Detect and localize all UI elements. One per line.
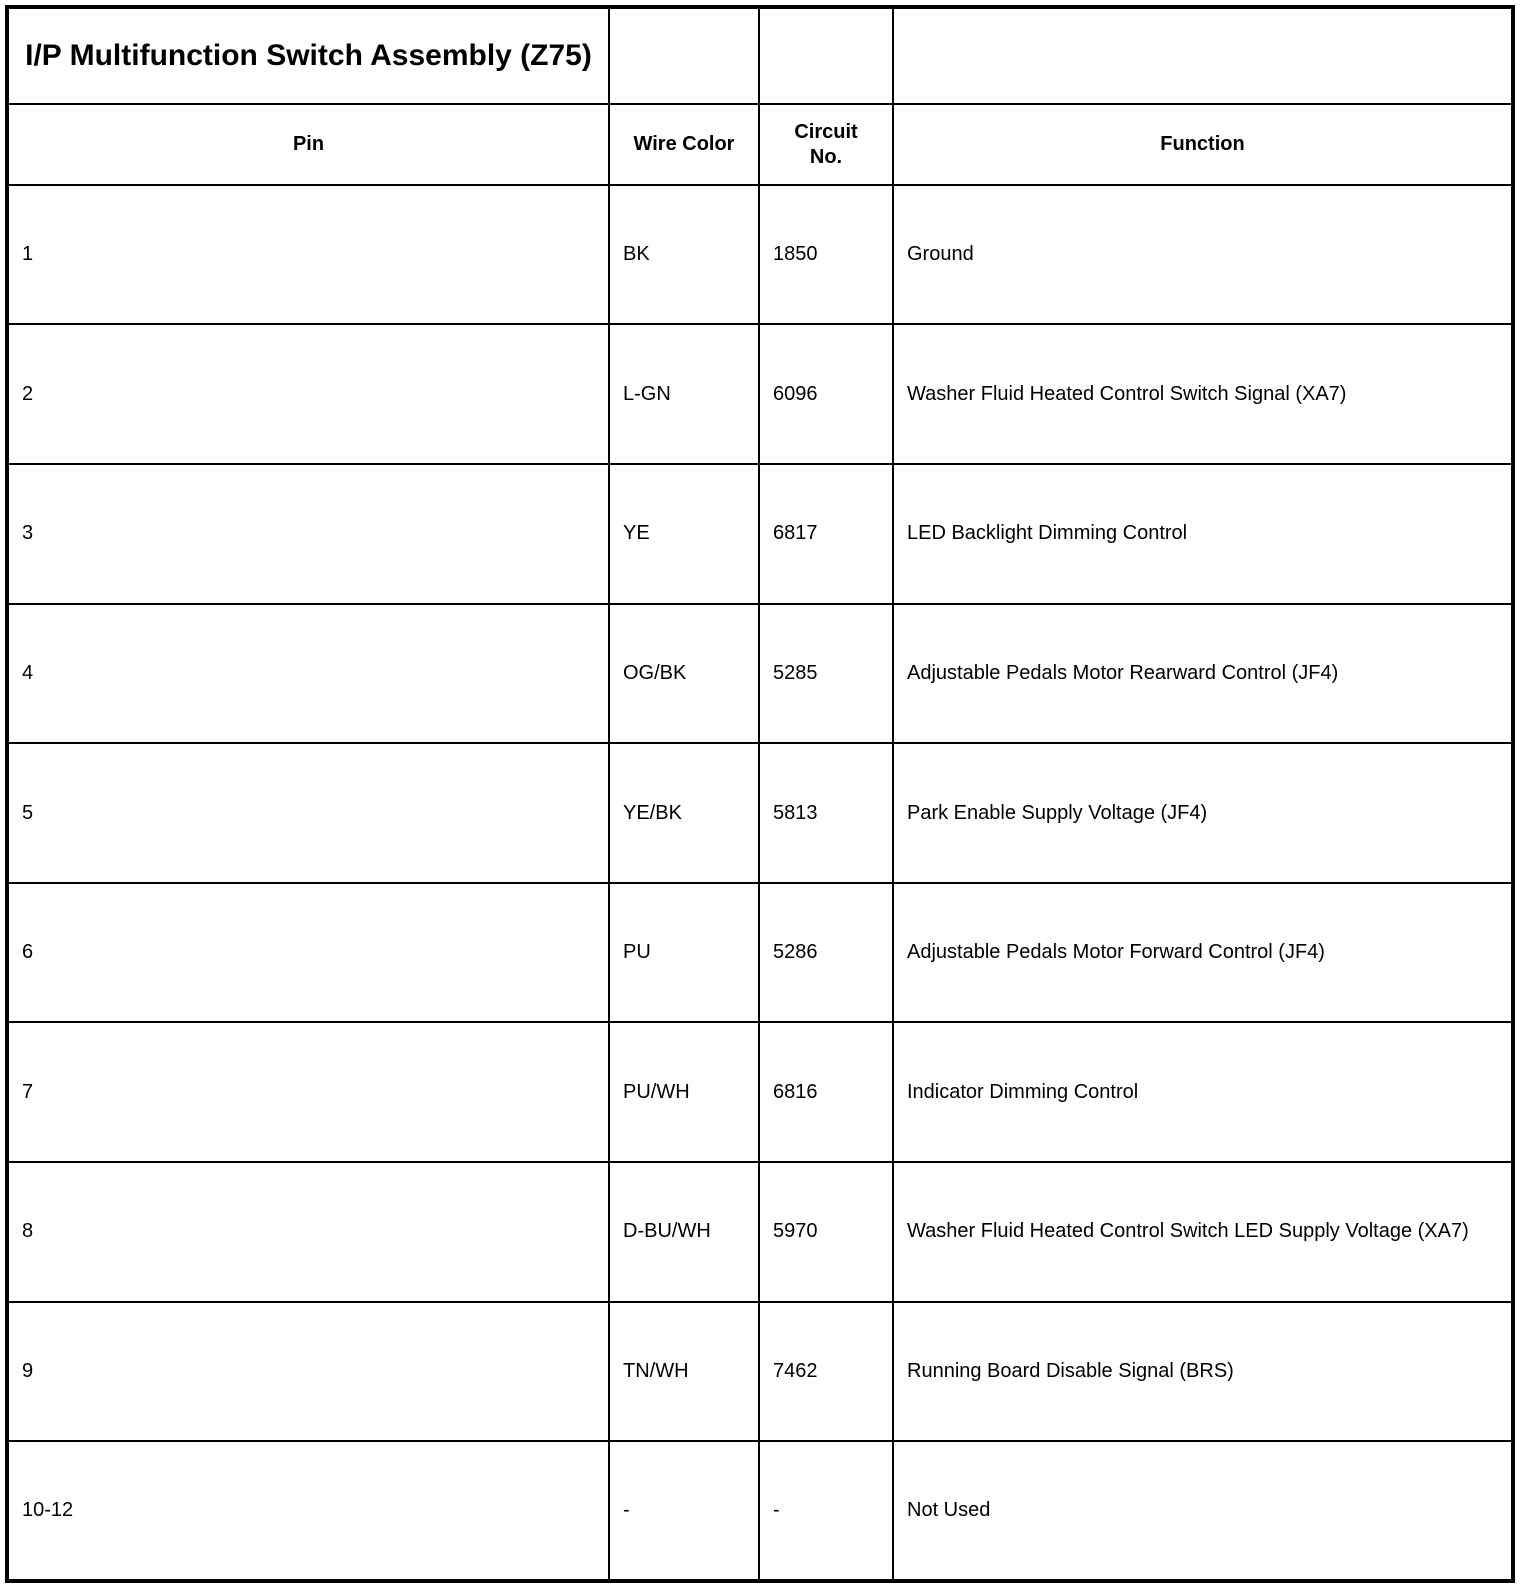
wire-color-cell: BK xyxy=(609,185,759,325)
pin-cell: 2 xyxy=(7,324,609,464)
column-header-pin: Pin xyxy=(7,104,609,184)
table-title: I/P Multifunction Switch Assembly (Z75) xyxy=(7,7,609,104)
table-row xyxy=(7,743,1513,883)
circuit-no-cell: 5286 xyxy=(759,883,893,1023)
column-header-wire-color: Wire Color xyxy=(609,104,759,184)
circuit-no-cell: 1850 xyxy=(759,185,893,325)
title-row-empty-cell-3 xyxy=(893,7,1513,104)
wire-color-cell: YE/BK xyxy=(609,743,759,883)
table-row xyxy=(7,1441,1513,1581)
function-cell: Adjustable Pedals Motor Forward Control (JF4) xyxy=(893,883,1513,1023)
circuit-no-cell: 5813 xyxy=(759,743,893,883)
circuit-no-cell: 7462 xyxy=(759,1302,893,1442)
circuit-no-cell: 5970 xyxy=(759,1162,893,1302)
pin-cell: 3 xyxy=(7,464,609,604)
function-cell: Indicator Dimming Control xyxy=(893,1022,1513,1162)
title-row-empty-cell-1 xyxy=(609,7,759,104)
table-row xyxy=(7,185,1513,325)
pin-cell: 5 xyxy=(7,743,609,883)
pin-cell: 4 xyxy=(7,604,609,744)
circuit-no-cell: 6816 xyxy=(759,1022,893,1162)
table-row xyxy=(7,1162,1513,1302)
pin-cell: 7 xyxy=(7,1022,609,1162)
title-row-empty-cell-2 xyxy=(759,7,893,104)
pin-cell: 8 xyxy=(7,1162,609,1302)
function-cell: Adjustable Pedals Motor Rearward Control (JF4) xyxy=(893,604,1513,744)
table-row xyxy=(7,1022,1513,1162)
table-row xyxy=(7,464,1513,604)
circuit-no-cell: 6096 xyxy=(759,324,893,464)
column-header-circuit-no: Circuit No. xyxy=(759,104,893,184)
wire-color-cell: TN/WH xyxy=(609,1302,759,1442)
wire-color-cell: D-BU/WH xyxy=(609,1162,759,1302)
wire-color-cell: OG/BK xyxy=(609,604,759,744)
wire-color-cell: L-GN xyxy=(609,324,759,464)
wire-color-cell: - xyxy=(609,1441,759,1581)
function-cell: LED Backlight Dimming Control xyxy=(893,464,1513,604)
circuit-no-cell: 5285 xyxy=(759,604,893,744)
function-cell: Washer Fluid Heated Control Switch Signal (XA7) xyxy=(893,324,1513,464)
function-cell: Park Enable Supply Voltage (JF4) xyxy=(893,743,1513,883)
title-row xyxy=(7,7,1513,104)
wire-color-cell: PU/WH xyxy=(609,1022,759,1162)
pin-cell: 9 xyxy=(7,1302,609,1442)
table-row xyxy=(7,604,1513,744)
circuit-no-cell: - xyxy=(759,1441,893,1581)
table-row xyxy=(7,1302,1513,1442)
circuit-no-cell: 6817 xyxy=(759,464,893,604)
pinout-table xyxy=(5,5,1515,1583)
table-row xyxy=(7,883,1513,1023)
table-row xyxy=(7,324,1513,464)
function-cell: Running Board Disable Signal (BRS) xyxy=(893,1302,1513,1442)
pin-cell: 10-12 xyxy=(7,1441,609,1581)
wire-color-cell: YE xyxy=(609,464,759,604)
function-cell: Ground xyxy=(893,185,1513,325)
pin-cell: 6 xyxy=(7,883,609,1023)
function-cell: Washer Fluid Heated Control Switch LED Supply Voltage (XA7) xyxy=(893,1162,1513,1302)
pin-cell: 1 xyxy=(7,185,609,325)
header-row xyxy=(7,104,1513,184)
wire-color-cell: PU xyxy=(609,883,759,1023)
column-header-function: Function xyxy=(893,104,1513,184)
function-cell: Not Used xyxy=(893,1441,1513,1581)
